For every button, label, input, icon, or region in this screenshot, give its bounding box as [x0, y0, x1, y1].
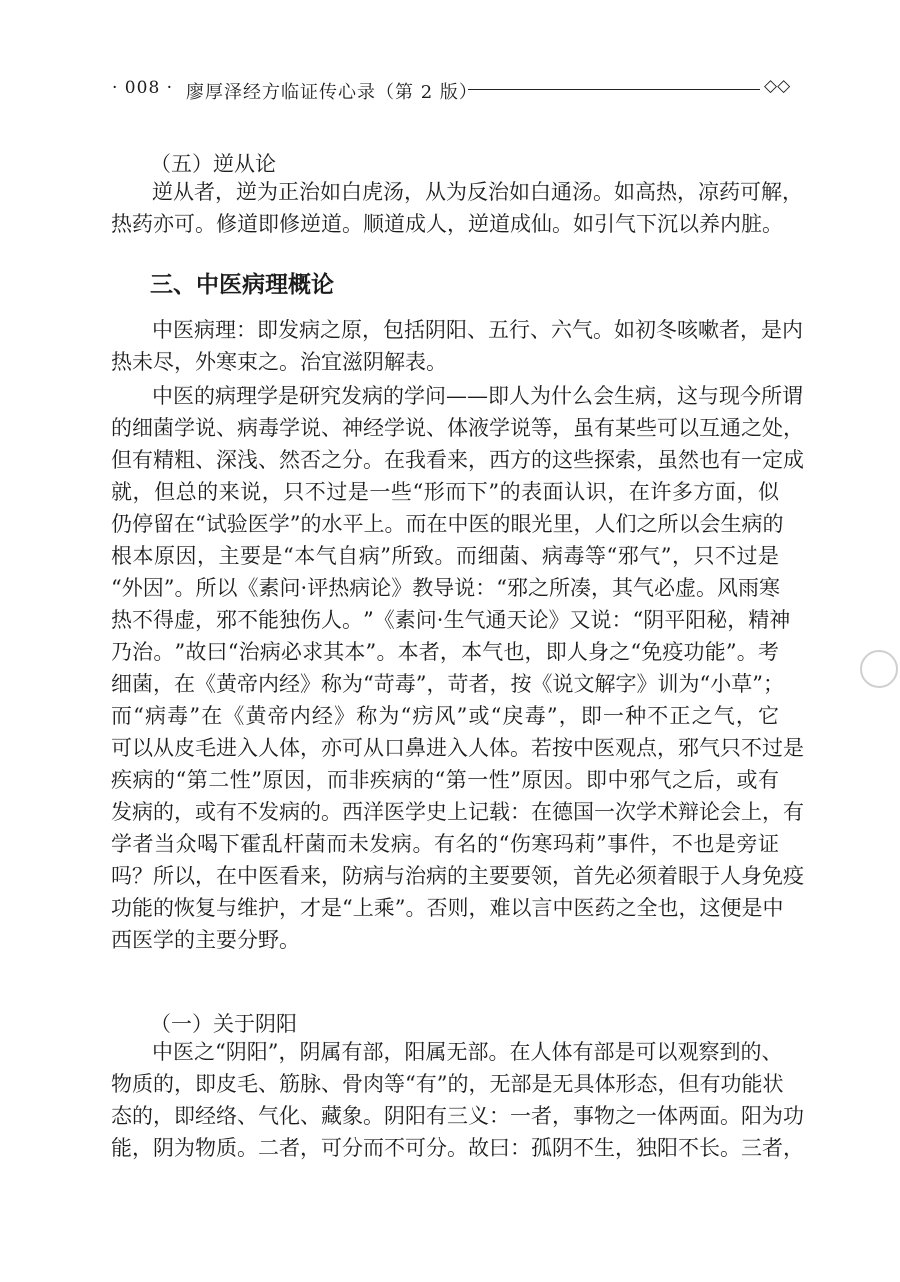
text-line: 但 有 精 粗 、 深 浅 、 然 否 之 分 。 在 我 看 来 ， 西 方 的 这 些 探 索 ， 虽 然 也 有 一 定 成: [111, 448, 804, 472]
text-line: 热未尽，外寒束之。治宜滋阴解表。: [111, 350, 447, 374]
text-line: 中 医 病 理 ： 即 发 病 之 原 ， 包 括 阴 阳 、 五 行 、 六 气 。 如 初 冬 咳 嗽 者 ， 是 内: [152, 318, 803, 342]
text-line: 物 质 的 ， 即 皮 毛 、 筋 脉 、 骨 肉 等 “ 有 ” 的 ， 无 部 是 无 具 体 形 态 ， 但 有 功 能 状: [111, 1072, 784, 1096]
text-line: 根 本 原 因 ， 主 要 是 “ 本 气 自 病 ” 所 致 。 而 细 菌 、 病 毒 等 “ 邪 气 ” ， 只 不 过 是: [111, 544, 779, 568]
page-number: · 008 ·: [112, 78, 174, 98]
text-line: 热药亦可。修道即修逆道。顺道成人，逆道成仙。如引气下沉以养内脏。: [111, 212, 783, 236]
text-line: 仍 停 留 在 “ 试 验 医 学 ” 的 水 平 上 。 而 在 中 医 的 眼 光 里 ， 人 们 之 所 以 会 生 病 的: [111, 512, 784, 536]
section-5-heading: （五）逆从论: [150, 152, 276, 176]
text-line: 中 医 的 病 理 学 是 研 究 发 病 的 学 问 — — 即 人 为 什 么 会 生 病 ， 这 与 现 今 所 谓: [152, 384, 803, 408]
section-3-paragraph-2: [111, 380, 804, 956]
text-line: 态 的 ， 即 经 络 、 气 化 、 藏 象 。 阴 阳 有 三 义 ： 一 者 ， 事 物 之 一 体 两 面 。 阳 为 功: [111, 1104, 804, 1128]
text-line: 能 ， 阴 为 物 质 。 二 者 ， 可 分 而 不 可 分 。 故 曰 ： 孤 阴 不 生 ， 独 阳 不 长 。 三 者 ，: [111, 1136, 804, 1160]
book-title: 廖厚泽经方临证传心录（第 2 版）: [186, 82, 478, 103]
text-line: 学 者 当 众 喝 下 霍 乱 杆 菌 而 未 发 病 。 有 名 的 “ 伤 寒 玛 莉 ” 事 件 ， 不 也 是 旁 证: [111, 832, 779, 856]
text-line: 吗 ？ 所 以 ， 在 中 医 看 来 ， 防 病 与 治 病 的 主 要 要 领 ， 首 先 必 须 着 眼 于 人 身 免 疫: [111, 864, 804, 888]
subsection-1-paragraph: [111, 1036, 804, 1164]
text-line: 细 菌 ， 在 《 黄 帝 内 经 》 称 为 “ 苛 毒 ” ， 苛 者 ， 按 《 说 文 解 字 》 训 为 “ 小 草 ” ；: [111, 672, 784, 696]
text-line: 就 ， 但 总 的 来 说 ， 只 不 过 是 一 些 “ 形 而 下 ” 的 表 面 认 识 ， 在 许 多 方 面 ， 似: [111, 480, 779, 504]
library-stamp-icon: [860, 650, 898, 688]
text-line: 的 细 菌 学 说 、 病 毒 学 说 、 神 经 学 说 、 体 液 学 说 等 ， 虽 有 某 些 可 以 互 通 之 处 ，: [111, 416, 804, 440]
text-line: 逆 从 者 ， 逆 为 正 治 如 白 虎 汤 ， 从 为 反 治 如 白 通 汤 。 如 高 热 ， 凉 药 可 解 ，: [152, 180, 803, 204]
text-line: 疾 病 的 “ 第 二 性 ” 原 因 ， 而 非 疾 病 的 “ 第 一 性 ” 原 因 。 即 中 邪 气 之 后 ， 或 有: [111, 768, 779, 792]
subsection-1-heading: （一）关于阴阳: [150, 1012, 297, 1036]
running-header: [112, 76, 791, 106]
section-5-paragraph: [111, 176, 803, 240]
text-line: 发 病 的 ， 或 有 不 发 病 的 。 西 洋 医 学 史 上 记 载 ： 在 德 国 一 次 学 术 辩 论 会 上 ， 有: [111, 800, 804, 824]
text-line: 功 能 的 恢 复 与 维 护 ， 才 是 “ 上 乘 ” 。 否 则 ， 难 以 言 中 医 药 之 全 也 ， 这 便 是 中: [111, 896, 784, 920]
text-line: 而 “ 病 毒 ” 在 《 黄 帝 内 经 》 称 为 “ 疠 风 ” 或 “ 戾 毒 ” ， 即 一 种 不 正 之 气 ， 它: [111, 704, 779, 728]
text-line: “ 外 因 ” 。 所 以 《 素 问 · 评 热 病 论 》 教 导 说 ： “ 邪 之 所 凑 ， 其 气 必 虚 。 风 雨 寒: [111, 576, 780, 600]
text-line: 乃 治 。 ” 故 曰 “ 治 病 必 求 其 本 ” 。 本 者 ， 本 气 也 ， 即 人 身 之 “ 免 疫 功 能 ” 。 考: [111, 640, 779, 664]
section-3-title: 三、中医病理概论: [150, 272, 334, 298]
section-3-paragraph-1: [111, 314, 803, 378]
header-rule: [468, 89, 760, 90]
text-line: 热 不 得 虚 ， 邪 不 能 独 伤 人 。 ” 《 素 问 · 生 气 通 天 论 》 又 说 ： “ 阴 平 阳 秘 ， 精 神: [111, 608, 791, 632]
text-line: 中 医 之 “ 阴 阳 ” ， 阴 属 有 部 ， 阳 属 无 部 。 在 人 体 有 部 是 可 以 观 察 到 的 、: [152, 1040, 783, 1064]
text-line: 西医学的主要分野。: [111, 928, 300, 952]
text-line: 可 以 从 皮 毛 进 入 人 体 ， 亦 可 从 口 鼻 进 入 人 体 。 若 按 中 医 观 点 ， 邪 气 只 不 过 是: [111, 736, 804, 760]
diamond-ornament-icon: ◇◇: [764, 76, 791, 96]
